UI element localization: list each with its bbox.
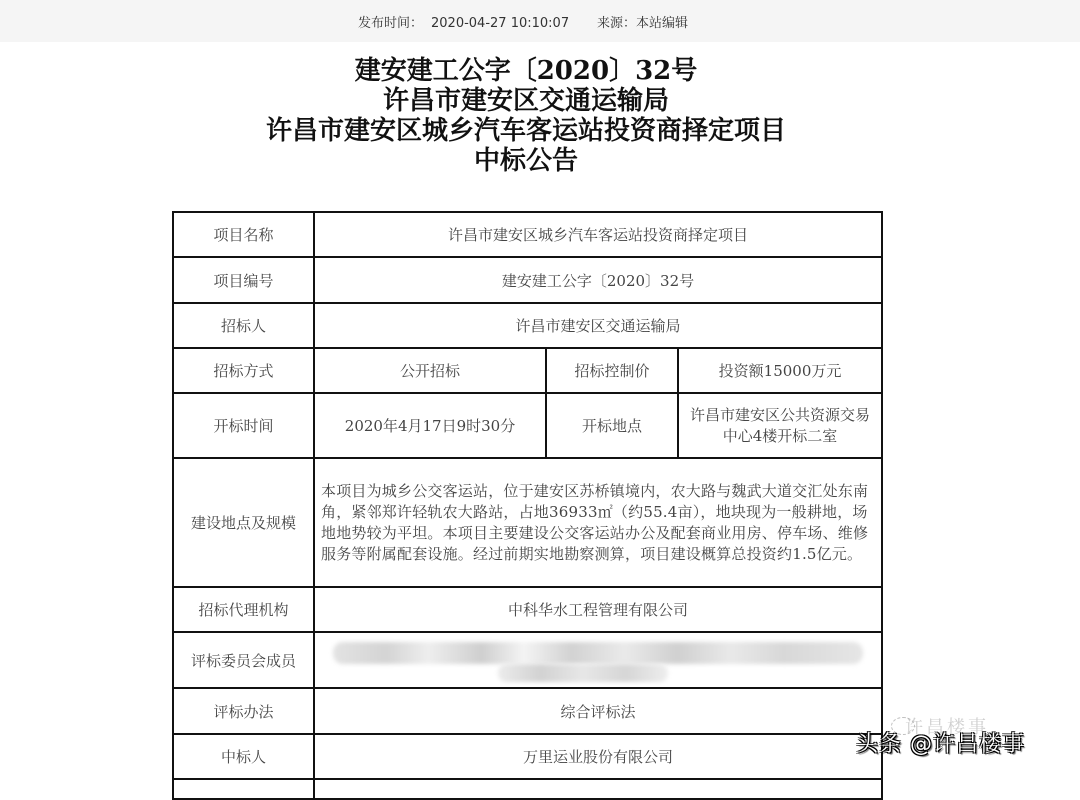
table-row-site-scale xyxy=(173,458,882,587)
winner-label: 中标人 xyxy=(173,734,314,779)
committee-label: 评标委员会成员 xyxy=(173,632,314,688)
site-scale-value: 本项目为城乡公交客运站，位于建安区苏桥镇境内，农大路与魏武大道交汇处东南角，紧邻郑许轻轨农大路站，占地36933㎡（约55.4亩），地块现为一般耕地，场地地势较为平坦。本项目主要建设公交客运站办公及配套商业用房、停车场、维修服务等附属配套设施。经过前期实地勘察测算，项目建设概算总投资约1.5亿元。 xyxy=(314,458,882,587)
tender-method-label: 招标方式 xyxy=(173,348,314,393)
publish-time-label: 发布时间： xyxy=(358,16,424,31)
source xyxy=(597,12,688,31)
winner-value: 万里运业股份有限公司 xyxy=(314,734,882,779)
tenderer-label: 招标人 xyxy=(173,303,314,348)
table-row-tender-method xyxy=(173,348,882,393)
source-value: 本站编辑 xyxy=(636,16,689,31)
table-row-bid-opening xyxy=(173,393,882,458)
table-row-tenderer xyxy=(173,303,882,348)
publish-time xyxy=(358,12,569,31)
bid-opening-time-label: 开标时间 xyxy=(173,393,314,458)
committee-value-redacted xyxy=(314,632,882,688)
article-meta-bar xyxy=(0,0,1080,42)
table-row-winner xyxy=(173,734,882,779)
evaluation-method-label: 评标办法 xyxy=(173,688,314,734)
publish-time-value: 2020-04-27 10:10:07 xyxy=(431,16,570,31)
table-row-next xyxy=(173,779,882,799)
bid-opening-place-line1: 许昌市建安区公共资源交易 xyxy=(690,405,871,424)
project-name-label: 项目名称 xyxy=(173,212,314,257)
redaction-blur-line1 xyxy=(333,642,863,664)
evaluation-method-value: 综合评标法 xyxy=(314,688,882,734)
tenderer-value: 许昌市建安区交通运输局 xyxy=(314,303,882,348)
project-heading: 许昌市建安区城乡汽车客运站投资商择定项目 xyxy=(265,116,786,146)
issuer-heading: 许昌市建安区交通运输局 xyxy=(382,86,669,116)
notice-title xyxy=(0,56,1052,176)
bid-opening-place-value xyxy=(678,393,882,458)
table-row-agency xyxy=(173,587,882,632)
table-row-project-name xyxy=(173,212,882,257)
project-number-value: 建安建工公字〔2020〕32号 xyxy=(314,257,882,303)
bid-opening-place-line2: 中心4楼开标二室 xyxy=(722,426,838,445)
bid-result-table xyxy=(172,211,883,800)
table-row-project-number xyxy=(173,257,882,303)
agency-label: 招标代理机构 xyxy=(173,587,314,632)
ghost-watermark: 许昌楼事 xyxy=(905,717,989,738)
bid-opening-time-value: 2020年4月17日9时30分 xyxy=(314,393,546,458)
project-number-label: 项目编号 xyxy=(173,257,314,303)
table-row-committee xyxy=(173,632,882,688)
project-name-value: 许昌市建安区城乡汽车客运站投资商择定项目 xyxy=(314,212,882,257)
agency-value: 中科华水工程管理有限公司 xyxy=(314,587,882,632)
table-row-evaluation-method xyxy=(173,688,882,734)
source-label: 来源： xyxy=(597,16,637,31)
redaction-blur xyxy=(333,636,863,684)
redaction-blur-line2 xyxy=(498,664,668,682)
control-price-label: 招标控制价 xyxy=(546,348,678,393)
toutiao-watermark: 头条 @许昌楼事 xyxy=(856,732,1025,757)
site-scale-label: 建设地点及规模 xyxy=(173,458,314,587)
document-number-heading: 建安建工公字〔2020〕32号 xyxy=(354,56,698,86)
notice-type-heading: 中标公告 xyxy=(473,146,578,176)
control-price-value: 投资额15000万元 xyxy=(678,348,882,393)
next-row-label-cell xyxy=(173,779,314,799)
next-row-value-cell xyxy=(314,779,882,799)
bid-opening-place-label: 开标地点 xyxy=(546,393,678,458)
tender-method-value: 公开招标 xyxy=(314,348,546,393)
